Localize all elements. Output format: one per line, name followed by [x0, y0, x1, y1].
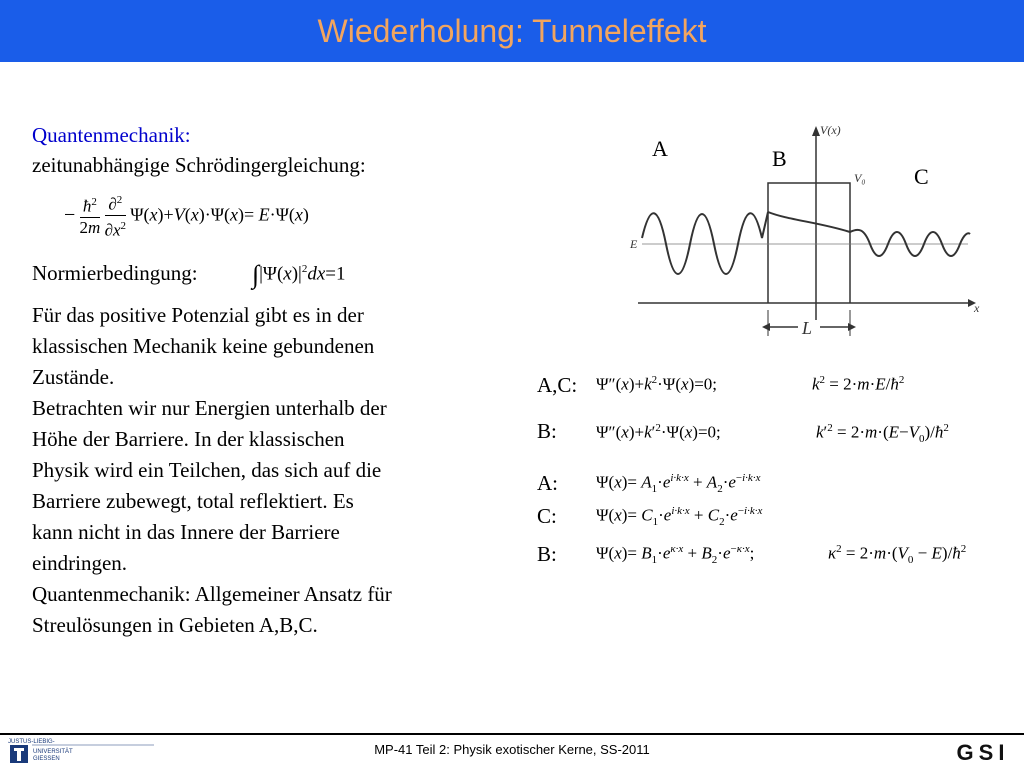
paragraph-line: Höhe der Barriere. In der klassischen — [32, 427, 345, 451]
paragraph-line: kann nicht in das Innere der Barriere — [32, 520, 340, 544]
paragraph-line: eindringen. — [32, 551, 128, 575]
energy-label: E — [630, 237, 638, 251]
paragraph-line: Zustände. — [32, 365, 115, 389]
uni-line2: UNIVERSITÄT — [33, 749, 73, 755]
region-a-label: A — [652, 136, 668, 161]
label-b1: B: — [537, 419, 557, 443]
region-c-label: C — [914, 164, 929, 189]
eq-b-kappa: $\kappa^2 = 2\cdot m\cdot(V_0$ − $E)/ħ^2$ — [828, 543, 967, 567]
label-b2: B: — [537, 542, 557, 566]
uni-line1: JUSTUS-LIEBIG- — [8, 739, 55, 745]
footer-text: MP-41 Teil 2: Physik exotischer Kerne, SS-2011 — [374, 742, 650, 757]
v0-label: V₀ — [854, 171, 866, 185]
schroedinger-equation: − $\frac{ħ^2}{2m}$ $\frac{\partial^2}{\partial x^2}$ Ψ(x)+V(x)·Ψ(x)= E·Ψ(x) — [64, 190, 404, 246]
uni-line3: GIESSEN — [33, 756, 60, 762]
paragraph-line: Betrachten wir nur Energien unterhalb der — [32, 396, 387, 420]
university-logo — [6, 736, 156, 766]
incoming-wave — [642, 212, 768, 274]
hbar-fraction: $\frac{ħ^2}{2m}$ — [80, 192, 101, 238]
paragraph-line: Barriere zubewegt, total reflektiert. Es — [32, 489, 354, 513]
region-b-label: B — [772, 146, 787, 171]
decay-wave — [768, 212, 850, 232]
eq-a-solution: $\Psi(x)= A_1\cdot e^{i\cdot k\cdot x} + A_2\cdot e^{-i\cdot k\cdot x}$ — [596, 472, 761, 496]
transmitted-wave — [850, 230, 970, 256]
label-a: A: — [537, 471, 558, 495]
paragraph-line: Für das positive Potenzial gibt es in der — [32, 303, 364, 327]
width-label: L — [802, 318, 813, 338]
label-ac: A,C: — [537, 373, 578, 397]
y-axis-arrow — [812, 126, 820, 136]
barrier — [768, 183, 850, 303]
paragraph-line: Streulösungen in Gebieten A,B,C. — [32, 613, 318, 637]
eq-b-k: $k'^2$ = $2\cdot m\cdot(E-V_0)/ħ^2$ — [816, 422, 949, 446]
y-axis-label: V(x) — [820, 123, 841, 137]
footer-divider — [0, 733, 1024, 735]
label-c: C: — [537, 504, 557, 528]
norm-equation: $\int|\Psi(x)|^2dx=1$ — [252, 260, 346, 289]
derivative-fraction: $\frac{\partial^2}{\partial x^2}$ — [105, 190, 126, 240]
norm-label: Normierbedingung: — [32, 261, 198, 285]
paragraph-line: Physik wird ein Teilchen, das sich auf die — [32, 458, 382, 482]
paragraph-line: klassischen Mechanik keine gebundenen — [32, 334, 375, 358]
x-axis-label: x — [974, 301, 980, 315]
paragraph-line: Quantenmechanik: Allgemeiner Ansatz für — [32, 582, 392, 606]
slide-title: Wiederholung: Tunneleffekt — [317, 13, 707, 49]
gsi-logo-text: GSI — [956, 740, 1010, 765]
eq-ac: $\Psi''(x)+k^2\cdot\Psi(x)=0$; — [596, 374, 718, 394]
eq-ac-k: $k^2$ = $2\cdot m\cdot E/ħ^2$ — [812, 374, 905, 394]
heading-quantenmechanik: Quantenmechanik: — [32, 123, 191, 147]
subheading-schroedinger: zeitunabhängige Schrödingergleichung: — [32, 153, 366, 177]
eq-c-solution: $\Psi(x)= C_1\cdot e^{i\cdot k\cdot x} + C_2\cdot e^{-i\cdot k\cdot x}$ — [596, 505, 763, 529]
tunnel-diagram — [628, 120, 978, 340]
gsi-logo — [945, 741, 1021, 763]
eq-b-solution: $\Psi(x)= B_1\cdot e^{\kappa\cdot x} + B_2\cdot e^{-\kappa\cdot x}$; — [596, 543, 755, 567]
eq-b: $\Psi''(x)+k'^2\cdot\Psi(x)=0$; — [596, 422, 721, 442]
